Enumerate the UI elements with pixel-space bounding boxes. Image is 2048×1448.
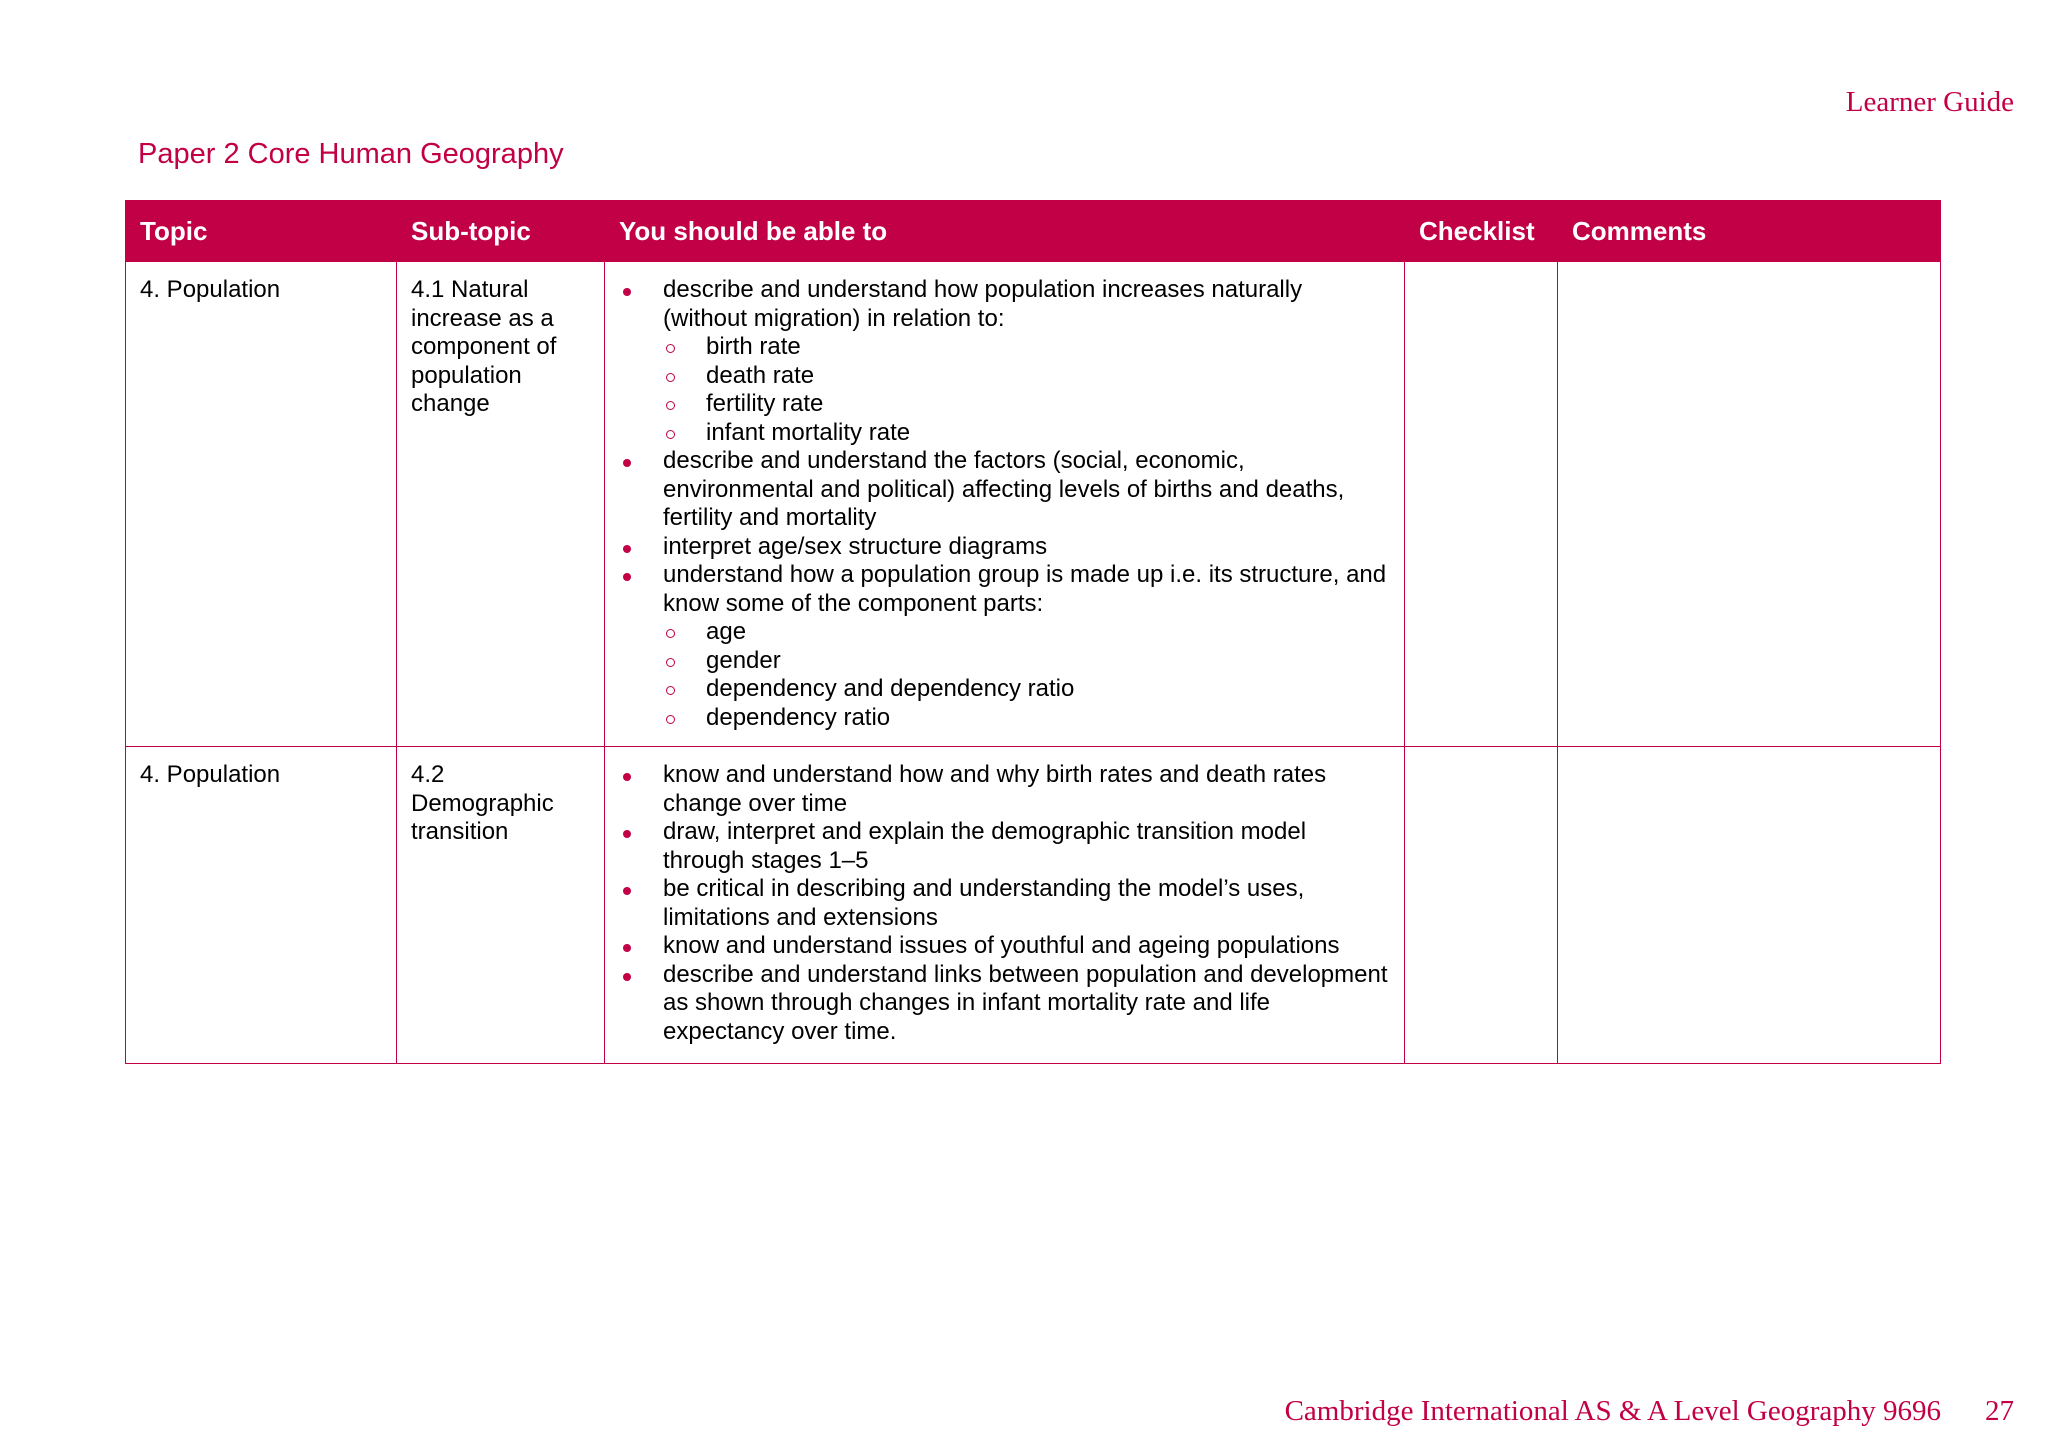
objective-item xyxy=(619,533,1390,562)
objective-text: know and understand issues of youthful and ageing populations xyxy=(663,932,1340,959)
learner-checklist-table xyxy=(125,200,1941,1064)
bullet-dot-icon xyxy=(623,973,631,981)
subitem-text: gender xyxy=(706,646,781,674)
objective-text: be critical in describing and understanding the model’s uses, limitations and extensions xyxy=(663,875,1305,931)
section-title: Paper 2 Core Human Geography xyxy=(138,138,564,170)
objective-text: understand how a population group is made up i.e. its structure, and know some of the component parts: xyxy=(663,561,1387,617)
bullet-dot-icon xyxy=(623,944,631,952)
subtopic-cell: 4.2 Demographic transition xyxy=(397,747,605,1064)
bullet-dot-icon xyxy=(623,830,631,838)
ring-bullet-icon xyxy=(666,401,675,410)
bullet-dot-icon xyxy=(623,887,631,895)
subitem-text: age xyxy=(706,618,747,645)
checklist-cell[interactable] xyxy=(1405,747,1558,1064)
bullet-dot-icon xyxy=(623,288,631,296)
subtopic-cell: 4.1 Natural increase as a component of population change xyxy=(397,262,605,747)
subitem-text: birth rate xyxy=(706,333,801,360)
objective-item xyxy=(619,818,1390,875)
bullet-dot-icon xyxy=(623,459,631,467)
ring-bullet-icon xyxy=(666,629,675,638)
objective-item xyxy=(619,761,1390,818)
ring-bullet-icon xyxy=(666,430,675,439)
objective-text: draw, interpret and explain the demographic transition model through stages 1–5 xyxy=(663,818,1307,874)
topic-cell: 4. Population xyxy=(126,262,397,747)
topic-cell: 4. Population xyxy=(126,747,397,1064)
subitem-text: dependency and dependency ratio xyxy=(706,675,1075,702)
ring-bullet-icon xyxy=(666,715,675,724)
objective-text: know and understand how and why birth rates and death rates change over time xyxy=(663,761,1327,817)
objective-item xyxy=(619,961,1390,1047)
objective-subitem xyxy=(619,618,1390,647)
header-comments: Comments xyxy=(1558,201,1941,262)
objective-item xyxy=(619,447,1390,533)
objectives-cell xyxy=(605,747,1405,1064)
ring-bullet-icon xyxy=(666,686,675,695)
page-footer xyxy=(1285,1395,2014,1428)
page-number: 27 xyxy=(1985,1395,2014,1427)
objective-text: describe and understand links between population and development as shown through changes in infant mortality rate and life expectancy over time. xyxy=(663,960,1388,1045)
comments-cell[interactable] xyxy=(1558,262,1941,747)
comments-cell[interactable] xyxy=(1558,747,1941,1064)
header-checklist: Checklist xyxy=(1405,201,1558,262)
ring-bullet-icon xyxy=(666,658,675,667)
objective-text: describe and understand the factors (social, economic, environmental and political) affecting levels of births and deaths, fertility and mortality xyxy=(663,447,1345,531)
objective-item xyxy=(619,276,1390,333)
objective-text: interpret age/sex structure diagrams xyxy=(663,532,1048,560)
checklist-cell[interactable] xyxy=(1405,262,1558,747)
bullet-dot-icon xyxy=(623,545,631,553)
objective-subitem xyxy=(619,647,1390,676)
table-header-row xyxy=(126,201,1941,262)
header-subtopic: Sub-topic xyxy=(397,201,605,262)
objective-text: describe and understand how population increases naturally (without migration) in relation to: xyxy=(663,276,1303,332)
bullet-dot-icon xyxy=(623,573,631,581)
subitem-text: dependency ratio xyxy=(706,703,891,731)
objective-subitem xyxy=(619,704,1390,733)
ring-bullet-icon xyxy=(666,373,675,382)
table-row xyxy=(126,747,1941,1064)
header-topic: Topic xyxy=(126,201,397,262)
running-head: Learner Guide xyxy=(1845,86,2014,118)
objectives-cell xyxy=(605,262,1405,747)
footer-title: Cambridge International AS & A Level Geography 9696 xyxy=(1284,1395,1941,1427)
subitem-text: fertility rate xyxy=(706,390,824,417)
table-row xyxy=(126,262,1941,747)
objective-subitem xyxy=(619,675,1390,704)
objective-item xyxy=(619,875,1390,932)
subitem-text: infant mortality rate xyxy=(706,418,911,446)
subitem-text: death rate xyxy=(706,361,815,389)
objective-subitem xyxy=(619,333,1390,362)
ring-bullet-icon xyxy=(666,344,675,353)
objective-subitem xyxy=(619,419,1390,448)
bullet-dot-icon xyxy=(623,773,631,781)
objective-subitem xyxy=(619,362,1390,391)
objective-item xyxy=(619,932,1390,961)
header-able-to: You should be able to xyxy=(605,201,1405,262)
objective-item xyxy=(619,561,1390,618)
objective-subitem xyxy=(619,390,1390,419)
